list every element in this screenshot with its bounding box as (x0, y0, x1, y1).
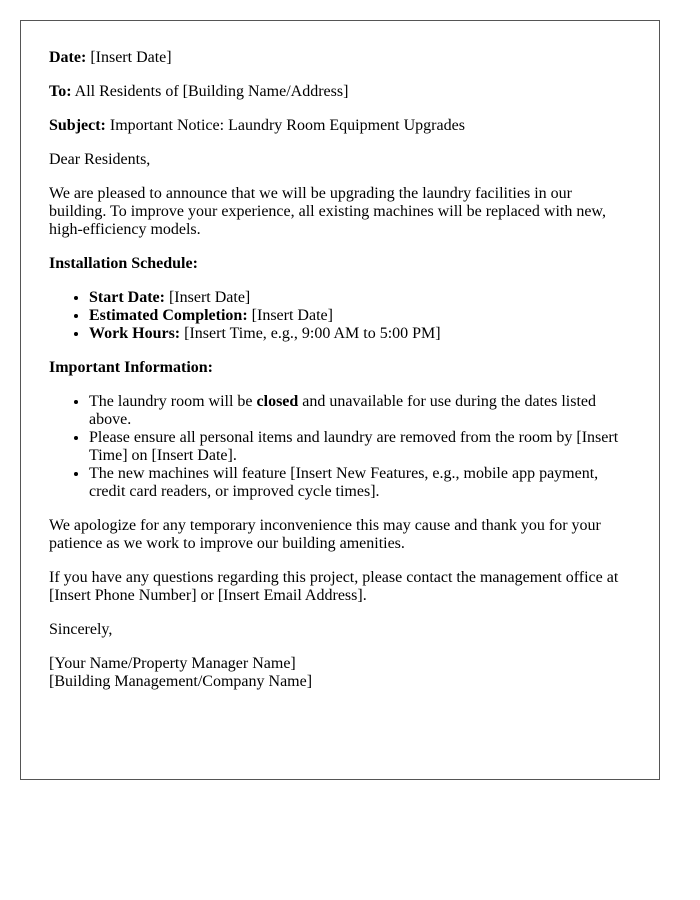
schedule-heading: Installation Schedule: (49, 255, 198, 272)
date-line (49, 49, 631, 67)
schedule-item-value: [Insert Time, e.g., 9:00 AM to 5:00 PM] (184, 325, 441, 342)
schedule-item-start-date (89, 289, 631, 307)
info-list (49, 393, 631, 501)
subject-line (49, 117, 631, 135)
closed-emphasis: closed (256, 393, 299, 410)
info-heading: Important Information: (49, 359, 213, 376)
schedule-item-label: Start Date: (89, 289, 165, 306)
contact-paragraph: If you have any questions regarding this project, please contact the management office at [Insert Phone Number] or [Insert Email Address]. (49, 569, 619, 604)
to-value: All Residents of [Building Name/Address] (74, 83, 349, 100)
to-line (49, 83, 631, 101)
intro-paragraph: We are pleased to announce that we will be upgrading the laundry facilities in our building. To improve your experience, all existing machines will be replaced with new, high-efficiency models. (49, 185, 606, 238)
date-value: [Insert Date] (90, 49, 172, 66)
to-label: To: (49, 83, 72, 100)
schedule-item-label: Work Hours: (89, 325, 181, 342)
valediction: Sincerely, (49, 621, 113, 638)
subject-label: Subject: (49, 117, 106, 134)
info-item-personal-items: • Please ensure all personal items and laundry are removed from the room by [Insert Time] on [Insert Date]. (89, 429, 631, 465)
schedule-item-estimated-completion (89, 307, 631, 325)
letter-page (20, 20, 660, 780)
info-item-new-features: • The new machines will feature [Insert New Features, e.g., mobile app payment, credit card readers, or improved cycle times]. (89, 465, 631, 501)
subject-value: Important Notice: Laundry Room Equipment Upgrades (109, 117, 465, 134)
schedule-item-value: [Insert Date] (168, 289, 251, 306)
schedule-item-value: [Insert Date] (251, 307, 333, 324)
info-item-closure: • The laundry room will be closed and unavailable for use during the dates listed above. (89, 393, 631, 429)
signature-company: [Building Management/Company Name] (49, 673, 313, 690)
schedule-item-label: Estimated Completion: (89, 307, 248, 324)
schedule-item-work-hours (89, 325, 631, 343)
date-label: Date: (49, 49, 87, 66)
apology-paragraph: We apologize for any temporary inconvenience this may cause and thank you for your patience as we work to improve our building amenities. (49, 517, 601, 552)
greeting: Dear Residents, (49, 151, 151, 168)
signature-block (49, 655, 631, 691)
signature-name: [Your Name/Property Manager Name] (49, 655, 296, 672)
schedule-list (49, 289, 631, 343)
